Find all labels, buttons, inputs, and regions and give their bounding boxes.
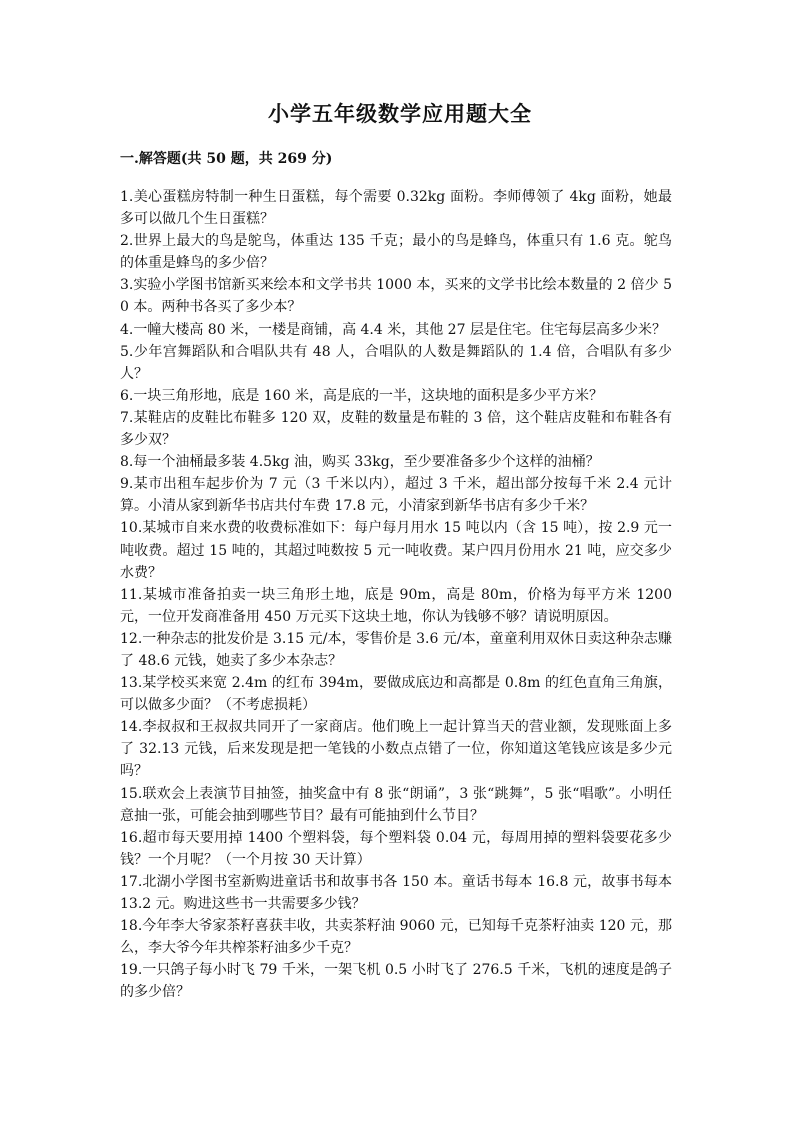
question-item: 7.某鞋店的皮鞋比布鞋多 120 双，皮鞋的数量是布鞋的 3 倍，这个鞋店皮鞋和布鞋各有多少双？ <box>120 409 672 449</box>
question-item: 6.一块三角形地，底是 160 米，高是底的一半，这块地的面积是多少平方米？ <box>120 387 603 404</box>
question-item: 16.超市每天要用掉 1400 个塑料袋，每个塑料袋 0.04 元，每周用掉的塑料袋要花多少钱？一个月呢？（一个月按 30 天计算） <box>120 829 672 868</box>
question-item: 10.某城市自来水费的收费标准如下：每户每月用水 15 吨以内（含 15 吨），按 2.9 元一吨收费。超过 15 吨的，其超过吨数按 5 元一吨收费。某户四月份用水 21 吨，应交多少水费？ <box>120 520 672 581</box>
question-item: 9.某市出租车起步价为 7 元（3 千米以内），超过 3 千米，超出部分按每千米 2.4 元计算。小清从家到新华书店共付车费 17.8 元，小清家到新华书店有多少千米？ <box>120 476 672 515</box>
question-item: 4.一幢大楼高 80 米，一楼是商铺，高 4.4 米，其他 27 层是住宅。住宅每层高多少米？ <box>120 321 666 338</box>
question-item: 19.一只鸽子每小时飞 79 千米，一架飞机 0.5 小时飞了 276.5 千米，飞机的速度是鸽子的多少倍？ <box>120 962 672 1001</box>
section-heading: 一.解答题(共 50 题，共 269 分) <box>120 151 333 167</box>
question-item: 1.美心蛋糕房特制一种生日蛋糕，每个需要 0.32kg 面粉。李师傅领了 4kg 面粉，她最多可以做几个生日蛋糕？ <box>120 189 672 228</box>
question-item: 2.世界上最大的鸟是鸵鸟，体重达 135 千克；最小的鸟是蜂鸟，体重只有 1.6 克。鸵鸟的体重是蜂鸟的多少倍？ <box>120 233 672 272</box>
question-item: 17.北湖小学图书室新购进童话书和故事书各 150 本。童话书每本 16.8 元，故事书每本 13.2 元。购进这些书一共需要多少钱？ <box>120 873 672 912</box>
question-item: 11.某城市准备拍卖一块三角形土地，底是 90m，高是 80m，价格为每平方米 1200 元，一位开发商准备用 450 万元买下这块土地，你认为钱够不够？请说明原因。 <box>120 586 672 625</box>
question-item: 3.实验小学图书馆新买来绘本和文学书共 1000 本，买来的文学书比绘本数量的 2 倍少 50 本。两种书各买了多少本？ <box>120 277 672 316</box>
document-title: 小学五年级数学应用题大全 <box>268 101 532 126</box>
question-item: 5.少年宫舞蹈队和合唱队共有 48 人，合唱队的人数是舞蹈队的 1.4 倍，合唱队有多少人？ <box>120 343 672 382</box>
question-item: 18.今年李大爷家茶籽喜获丰收，共卖茶籽油 9060 元，已知每千克茶籽油卖 120 元，那么，李大爷今年共榨茶籽油多少千克？ <box>120 918 672 957</box>
question-item: 15.联欢会上表演节目抽签，抽奖盒中有 8 张“朗诵”，3 张“跳舞”，5 张“唱歌”。小明任意抽一张，可能会抽到哪些节目？最有可能抽到什么节目？ <box>120 785 672 824</box>
question-item: 8.每一个油桶最多装 4.5kg 油，购买 33kg，至少要准备多少个这样的油桶？ <box>120 454 600 471</box>
question-list <box>120 186 672 1003</box>
question-item: 13.某学校买来宽 2.4m 的红布 394m，要做成底边和高都是 0.8m 的红色直角三角旗，可以做多少面？（不考虑损耗） <box>120 675 672 714</box>
question-item: 14.李叔叔和王叔叔共同开了一家商店。他们晚上一起计算当天的营业额，发现账面上多了 32.13 元钱，后来发现是把一笔钱的小数点点错了一位，你知道这笔钱应该是多少元吗？ <box>120 719 672 780</box>
question-item: 12.一种杂志的批发价是 3.15 元/本，零售价是 3.6 元/本，童童利用双休日卖这种杂志赚了 48.6 元钱，她卖了多少本杂志？ <box>120 630 672 669</box>
